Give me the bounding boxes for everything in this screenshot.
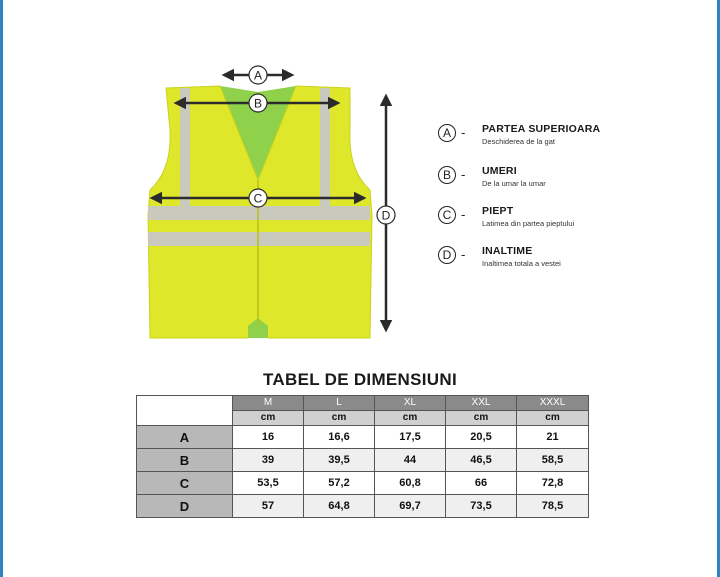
legend-title: UMERI bbox=[482, 165, 517, 177]
vest-strap-left bbox=[180, 88, 190, 206]
legend-title: PIEPT bbox=[482, 205, 514, 217]
table-row bbox=[137, 449, 589, 472]
table-cell: 57,2 bbox=[304, 472, 375, 495]
table-cell: 57 bbox=[233, 495, 304, 518]
table-cell: 39,5 bbox=[304, 449, 375, 472]
table-cell: 72,8 bbox=[517, 472, 589, 495]
unit-header: cm bbox=[233, 411, 304, 426]
table-cell: 64,8 bbox=[304, 495, 375, 518]
legend-badge: C bbox=[438, 206, 456, 224]
legend-item-b bbox=[438, 164, 718, 198]
row-label: D bbox=[137, 495, 233, 518]
size-header-row bbox=[137, 396, 589, 411]
table-row bbox=[137, 426, 589, 449]
legend-item-a bbox=[438, 122, 718, 156]
unit-header: cm bbox=[375, 411, 446, 426]
table-row bbox=[137, 495, 589, 518]
legend-title: INALTIME bbox=[482, 245, 533, 257]
table-cell: 78,5 bbox=[517, 495, 589, 518]
legend-item-c bbox=[438, 204, 718, 238]
table-title: TABEL DE DIMENSIUNI bbox=[263, 370, 457, 389]
legend-badge: D bbox=[438, 246, 456, 264]
legend-dash: - bbox=[461, 247, 466, 262]
vest-strap-right bbox=[320, 88, 330, 206]
table-cell: 58,5 bbox=[517, 449, 589, 472]
marker-b: B bbox=[253, 96, 263, 111]
unit-header: cm bbox=[446, 411, 517, 426]
table-cell: 17,5 bbox=[375, 426, 446, 449]
unit-header: cm bbox=[517, 411, 589, 426]
row-label: B bbox=[137, 449, 233, 472]
legend-badge: B bbox=[438, 166, 456, 184]
row-label: A bbox=[137, 426, 233, 449]
table-cell: 60,8 bbox=[375, 472, 446, 495]
legend-item-d bbox=[438, 244, 718, 278]
size-header: M bbox=[233, 396, 304, 411]
table-cell: 46,5 bbox=[446, 449, 517, 472]
size-header: XXXL bbox=[517, 396, 589, 411]
size-header: XL bbox=[375, 396, 446, 411]
vest-stripe-upper bbox=[148, 206, 370, 220]
size-header: L bbox=[304, 396, 375, 411]
table-row bbox=[137, 472, 589, 495]
marker-d: D bbox=[381, 208, 391, 223]
vest-figure bbox=[0, 0, 420, 350]
unit-header: cm bbox=[304, 411, 375, 426]
table-cell: 66 bbox=[446, 472, 517, 495]
legend-dash: - bbox=[461, 167, 466, 182]
legend-dash: - bbox=[461, 207, 466, 222]
legend-subtitle: Latimea din partea pieptului bbox=[482, 219, 575, 228]
legend-subtitle: Deschiderea de la gat bbox=[482, 137, 555, 146]
size-header: XXL bbox=[446, 396, 517, 411]
legend-title: PARTEA SUPERIOARA bbox=[482, 123, 601, 135]
table-cell: 21 bbox=[517, 426, 589, 449]
vest-stripe-lower bbox=[148, 232, 370, 246]
table-cell: 73,5 bbox=[446, 495, 517, 518]
marker-c: C bbox=[253, 191, 263, 206]
row-label: C bbox=[137, 472, 233, 495]
table-cell: 39 bbox=[233, 449, 304, 472]
table-cell: 16 bbox=[233, 426, 304, 449]
table-corner bbox=[137, 396, 233, 426]
legend-badge: A bbox=[438, 124, 456, 142]
size-table bbox=[136, 395, 589, 518]
table-cell: 53,5 bbox=[233, 472, 304, 495]
legend-subtitle: De la umar la umar bbox=[482, 179, 546, 188]
legend-subtitle: Inaltimea totala a vestei bbox=[482, 259, 561, 268]
legend-dash: - bbox=[461, 125, 466, 140]
marker-a: A bbox=[253, 68, 263, 83]
table-cell: 20,5 bbox=[446, 426, 517, 449]
table-cell: 69,7 bbox=[375, 495, 446, 518]
table-cell: 44 bbox=[375, 449, 446, 472]
table-cell: 16,6 bbox=[304, 426, 375, 449]
